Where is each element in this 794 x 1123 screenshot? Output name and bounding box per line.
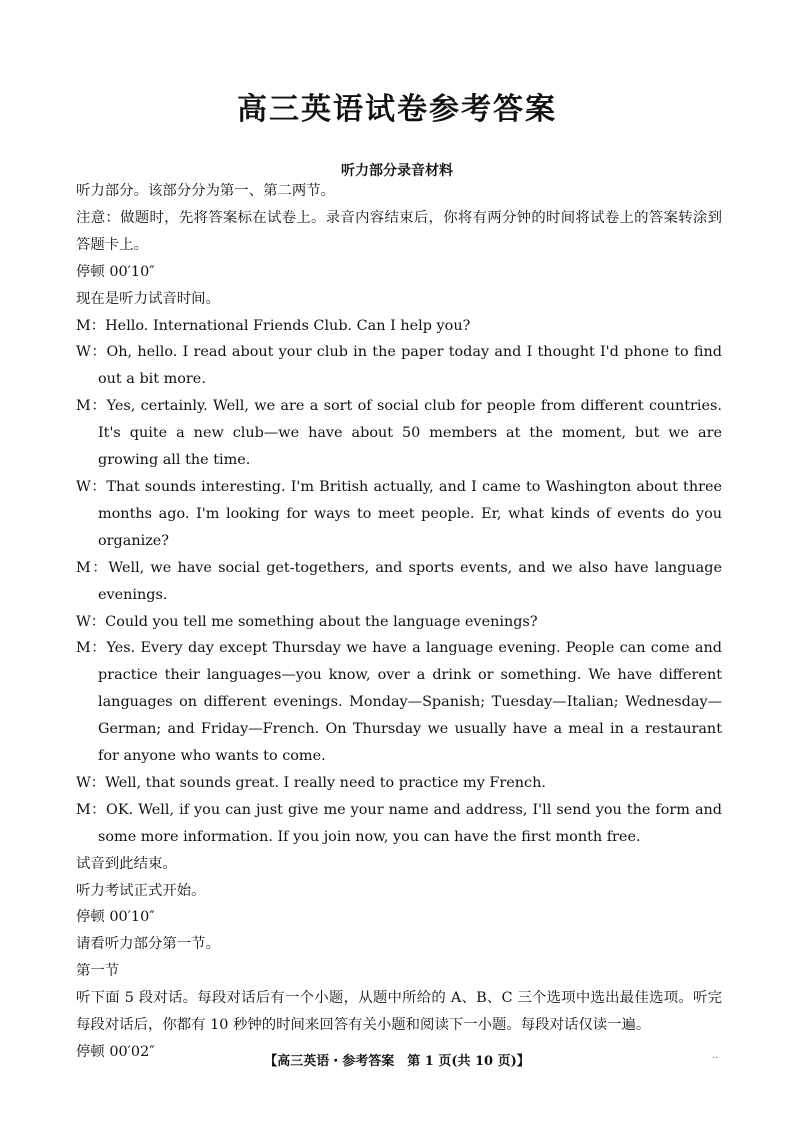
page-footer: 【高三英语・参考答案 第 1 页(共 10 页)】 [264,1054,530,1069]
dialogue-line: W：Oh, hello. I read about your club in the paper today and I thought I'd phone to find out a bit more. [76,344,722,388]
dialogue-line: M：OK. Well, if you can just give me your name and address, I'll send you the form and some more information. If you join now, you can have the first month free. [76,801,722,845]
text-line: 听力部分。该部分分为第一、第二两节。 [76,183,336,199]
section-title: 听力部分录音材料 [341,163,453,179]
dialogue-line: M：Hello. International Friends Club. Can I help you? [76,317,471,334]
paragraph: 注意：做题时，先将答案标在试卷上。录音内容结束后，你将有两分钟的时间将试卷上的答案转涂到答题卡上。 [76,209,722,253]
text-line: 停顿 00′02″ [76,1044,155,1060]
text-line: 停顿 00′10″ [76,263,155,280]
dialogue-line: W：Could you tell me something about the language evenings? [76,613,538,630]
text-line: 请看听力部分第一节。 [76,936,220,953]
dialogue-line: M：Yes, certainly. Well, we are a sort of social club for people from different countries. It's quite a new club—we have about 50 members at the moment, but we are growing all the time. [76,398,722,469]
dialogue-line: M：Well, we have social get-togethers, and sports events, and we also have language evenings. [76,559,722,603]
dialogue-line: W：Well, that sounds great. I really need to practice my French. [76,774,546,791]
text-line: 试音到此结束。 [76,855,177,872]
dialogue-line: W：That sounds interesting. I'm British actually, and I came to Washington about three months ago. I'm looking for ways to meet people. Er, what kinds of events do you organize? [76,478,722,549]
footer-mark: .. [712,1050,719,1061]
text-line: 停顿 00′10″ [76,909,155,926]
document-body [76,178,722,1066]
paragraph: 听下面 5 段对话。每段对话后有一个小题，从题中所给的 A、B、C 三个选项中选出最佳选项。听完每段对话后，你都有 10 秒钟的时间来回答有关小题和阅读下一小题。每段对话仅读一遍。 [76,990,722,1034]
dialogue-line: M：Yes. Every day except Thursday we have a language evening. People can come and practice their languages—you know, over a drink or something. We have different languages on different evenings. Monday—Spanish; Tuesday—Italian; Wednesday—German; and Friday—French. On Thursday we usually have a meal in a restaurant for anyone who wants to come. [76,640,722,765]
text-line: 现在是听力试音时间。 [76,290,220,307]
text-line: 听力考试正式开始。 [76,882,206,899]
page-title: 高三英语试卷参考答案 [237,92,557,127]
text-line: 第一节 [76,963,120,980]
